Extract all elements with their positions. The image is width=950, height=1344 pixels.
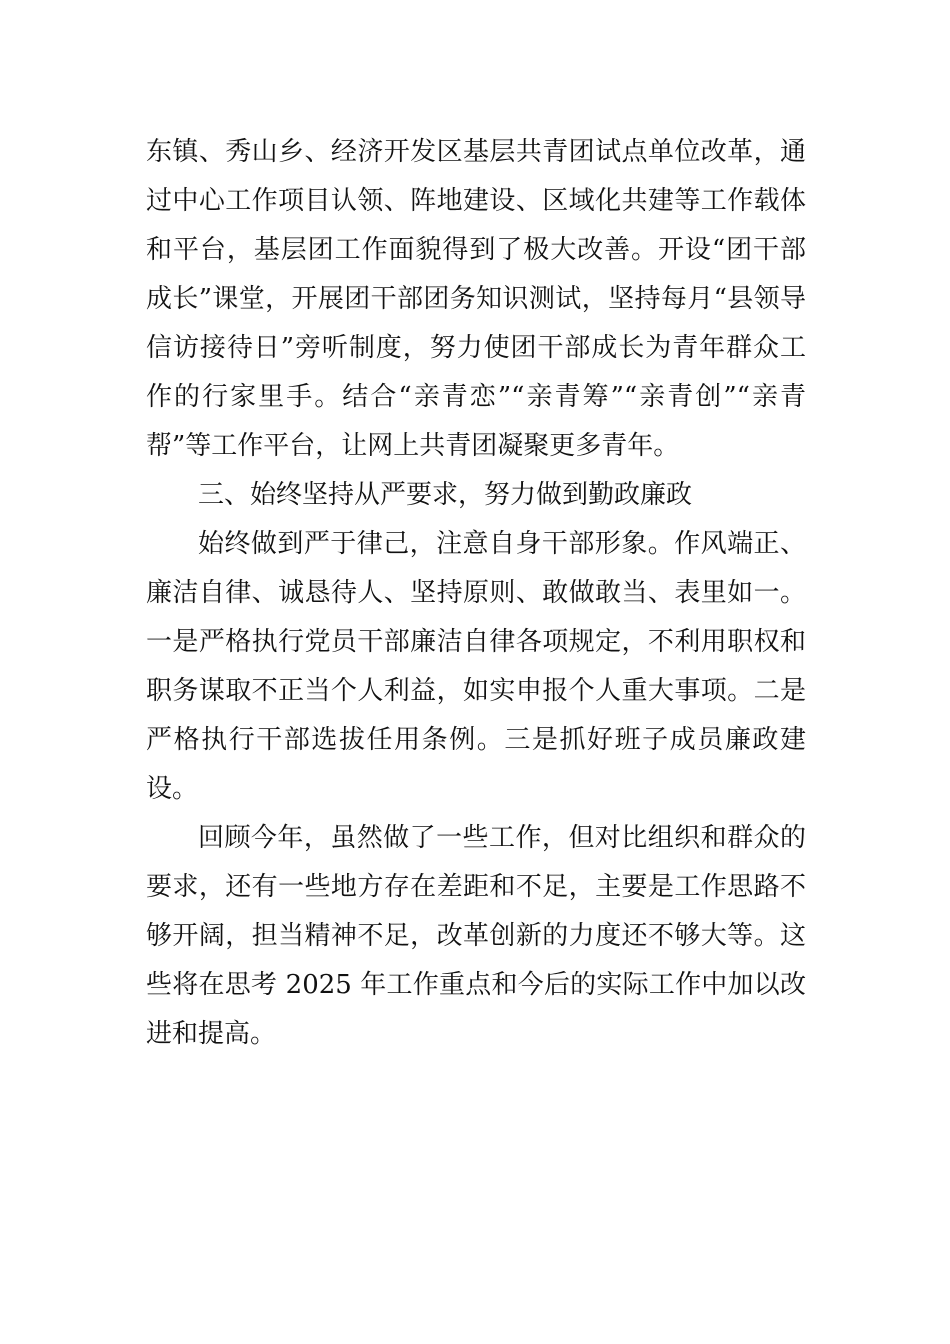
paragraph-continuation: 东镇、秀山乡、经济开发区基层共青团试点单位改革，通过中心工作项目认领、阵地建设、区域化共建等工作载体和平台，基层团工作面貌得到了极大改善。开设“团干部成长”课堂，开展团干部团务知识测试，坚持每月“县领导信访接待日”旁听制度，努力使团干部成长为青年群众工作的行家里手。结合“亲青恋”“亲青筹”“亲青创”“亲青帮”等工作平台，让网上共青团凝聚更多青年。: [146, 137, 806, 461]
paragraph-self-discipline: 始终做到严于律己，注意自身干部形象。作风端正、廉洁自律、诚恳待人、坚持原则、敢做敢当、表里如一。一是严格执行党员干部廉洁自律各项规定，不利用职权和职务谋取不正当个人利益，如实申报个人重大事项。二是严格执行干部选拔任用条例。三是抓好班子成员廉政建设。: [146, 529, 806, 804]
section-heading-three: 三、始终坚持从严要求，努力做到勤政廉政: [198, 480, 693, 510]
paragraph-review: 回顾今年，虽然做了一些工作，但对比组织和群众的要求，还有一些地方存在差距和不足，主要是工作思路不够开阔，担当精神不足，改革创新的力度还不够大等。这些将在思考 2025 年工作重点和今后的实际工作中加以改进和提高。: [146, 823, 806, 1049]
document-body: [146, 128, 806, 1059]
